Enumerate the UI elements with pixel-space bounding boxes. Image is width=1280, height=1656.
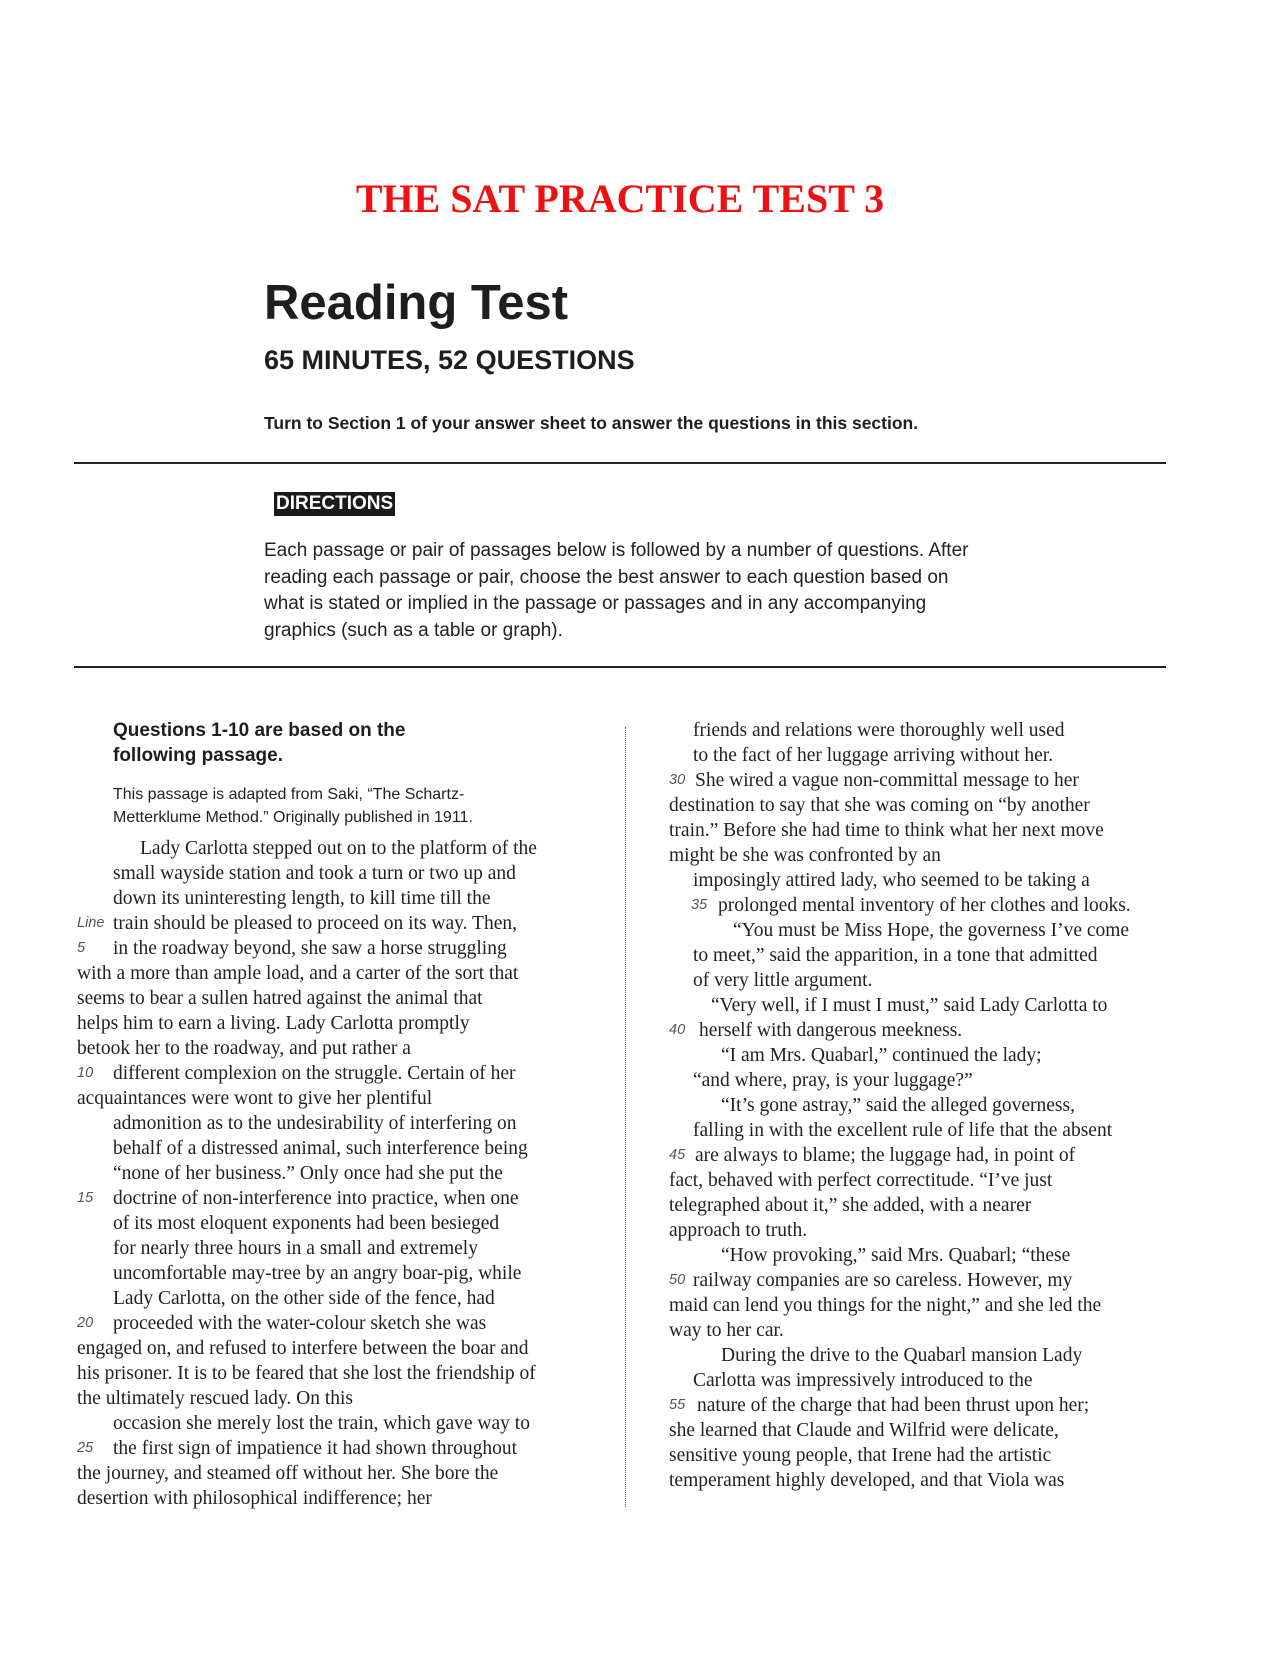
passage-line: Lady Carlotta, on the other side of the fence, had — [113, 1288, 495, 1309]
passage-line: the journey, and steamed off without her. She bore the — [77, 1463, 499, 1484]
passage-line: “and where, pray, is your luggage?” — [693, 1070, 973, 1091]
line-number: 55 — [669, 1397, 686, 1413]
directions-line: Each passage or pair of passages below is followed by a number of questions. After — [264, 540, 969, 561]
section-title: Reading Test — [264, 276, 569, 330]
passage-line: herself with dangerous meekness. — [699, 1020, 963, 1041]
column-divider — [625, 727, 626, 1507]
passage-line: Carlotta was impressively introduced to the — [693, 1370, 1033, 1391]
heading-line: following passage. — [113, 745, 283, 766]
line-label: Line — [77, 915, 105, 931]
passage-line: friends and relations were thoroughly well used — [693, 720, 1065, 741]
passage-line: different complexion on the struggle. Certain of her — [113, 1063, 516, 1084]
line-number: 5 — [77, 940, 86, 956]
line-number: 40 — [669, 1022, 686, 1038]
passage-line: the first sign of impatience it had shown throughout — [113, 1438, 518, 1459]
line-number: 30 — [669, 772, 686, 788]
passage-line: betook her to the roadway, and put rather a — [77, 1038, 411, 1059]
passage-line: seems to bear a sullen hatred against the animal that — [77, 988, 483, 1009]
line-number: 25 — [77, 1440, 94, 1456]
passage-line: “You must be Miss Hope, the governess I’ve come — [733, 920, 1130, 941]
passage-line: approach to truth. — [669, 1220, 808, 1241]
directions-line: graphics (such as a table or graph). — [264, 619, 563, 641]
passage-line: Lady Carlotta stepped out on to the platform of the — [140, 838, 537, 859]
passage-line: acquaintances were wont to give her plentiful — [77, 1088, 433, 1109]
directions-text — [264, 538, 1064, 644]
passage-line: sensitive young people, that Irene had the artistic — [669, 1445, 1052, 1466]
passage-line: “It’s gone astray,” said the alleged governess, — [721, 1095, 1075, 1116]
heading-line: Questions 1-10 are based on the — [113, 720, 406, 741]
line-number: 45 — [669, 1147, 686, 1163]
passage-line: temperament highly developed, and that Viola was — [669, 1470, 1065, 1491]
passage-line: prolonged mental inventory of her clothes and looks. — [718, 895, 1131, 916]
source-line: This passage is adapted from Saki, “The Schartz- — [113, 786, 465, 803]
passage-line: engaged on, and refused to interfere between the boar and — [77, 1338, 529, 1359]
line-number: 15 — [77, 1190, 94, 1206]
passage-line: with a more than ample load, and a carter of the sort that — [77, 963, 519, 984]
passage-line: nature of the charge that had been thrust upon her; — [697, 1395, 1090, 1416]
directions-label: DIRECTIONS — [276, 493, 394, 514]
passage-line: She wired a vague non-committal message to her — [695, 770, 1079, 791]
passage-line: “Very well, if I must I must,” said Lady Carlotta to — [711, 995, 1108, 1016]
passage-line: During the drive to the Quabarl mansion Lady — [721, 1345, 1083, 1366]
passage-line: destination to say that she was coming on “by another — [669, 795, 1090, 816]
bottom-divider — [74, 666, 1166, 668]
passage-line: to the fact of her luggage arriving without her. — [693, 745, 1054, 766]
passage-line: she learned that Claude and Wilfrid were delicate, — [669, 1420, 1059, 1441]
line-number: 10 — [77, 1065, 94, 1081]
passage-line: railway companies are so careless. However, my — [693, 1270, 1073, 1291]
line-number: 20 — [77, 1315, 94, 1331]
passage-line: of very little argument. — [693, 970, 873, 991]
passage-line: are always to blame; the luggage had, in point of — [695, 1145, 1076, 1166]
question-range-heading — [113, 718, 405, 768]
test-title: THE SAT PRACTICE TEST 3 — [355, 176, 885, 221]
passage-line: way to her car. — [669, 1320, 784, 1341]
line-number: 50 — [669, 1272, 686, 1288]
passage-source-note — [113, 783, 583, 829]
passage-line: in the roadway beyond, she saw a horse struggling — [113, 938, 507, 959]
passage-line: behalf of a distressed animal, such interference being — [113, 1138, 528, 1159]
passage-line: to meet,” said the apparition, in a tone that admitted — [693, 945, 1098, 966]
passage-line: train.” Before she had time to think what her next move — [669, 820, 1104, 841]
passage-line: proceeded with the water-colour sketch she was — [113, 1313, 487, 1334]
passage-line: admonition as to the undesirability of interfering on — [113, 1113, 517, 1134]
passage-line: desertion with philosophical indifference; her — [77, 1488, 432, 1509]
passage-line: doctrine of non-interference into practice, when one — [113, 1188, 519, 1209]
time-and-question-count: 65 MINUTES, 52 QUESTIONS — [264, 345, 635, 375]
passage-line: maid can lend you things for the night,” and she led the — [669, 1295, 1102, 1316]
top-divider — [74, 462, 1166, 464]
passage-line: “I am Mrs. Quabarl,” continued the lady; — [721, 1045, 1042, 1066]
passage-line: small wayside station and took a turn or two up and — [113, 863, 516, 884]
passage-line: train should be pleased to proceed on its way. Then, — [113, 913, 517, 934]
passage-line: uncomfortable may-tree by an angry boar-pig, while — [113, 1263, 522, 1284]
passage-line: occasion she merely lost the train, which gave way to — [113, 1413, 530, 1434]
passage-line: fact, behaved with perfect correctitude. “I’ve just — [669, 1170, 1053, 1191]
passage-line: falling in with the excellent rule of life that the absent — [693, 1120, 1113, 1141]
passage-line: helps him to earn a living. Lady Carlotta promptly — [77, 1013, 470, 1034]
answer-sheet-instruction: Turn to Section 1 of your answer sheet to answer the questions in this section. — [264, 413, 919, 433]
passage-line: imposingly attired lady, who seemed to be taking a — [693, 870, 1090, 891]
passage-line: his prisoner. It is to be feared that she lost the friendship of — [77, 1363, 536, 1384]
passage-line: “none of her business.” Only once had she put the — [113, 1163, 503, 1184]
passage-line: for nearly three hours in a small and extremely — [113, 1238, 478, 1259]
passage-line: telegraphed about it,” she added, with a nearer — [669, 1195, 1032, 1216]
passage-line: down its uninteresting length, to kill time till the — [113, 888, 491, 909]
directions-line: reading each passage or pair, choose the best answer to each question based on — [264, 566, 949, 588]
passage-line: of its most eloquent exponents had been besieged — [113, 1213, 500, 1234]
source-line: Metterklume Method.” Originally published in 1911. — [113, 809, 473, 826]
directions-line: what is stated or implied in the passage or passages and in any accompanying — [264, 593, 927, 614]
passage-line: the ultimately rescued lady. On this — [77, 1388, 353, 1409]
passage-line: might be she was confronted by an — [669, 845, 941, 866]
passage-line: “How provoking,” said Mrs. Quabarl; “these — [721, 1245, 1071, 1266]
line-number: 35 — [691, 897, 708, 913]
